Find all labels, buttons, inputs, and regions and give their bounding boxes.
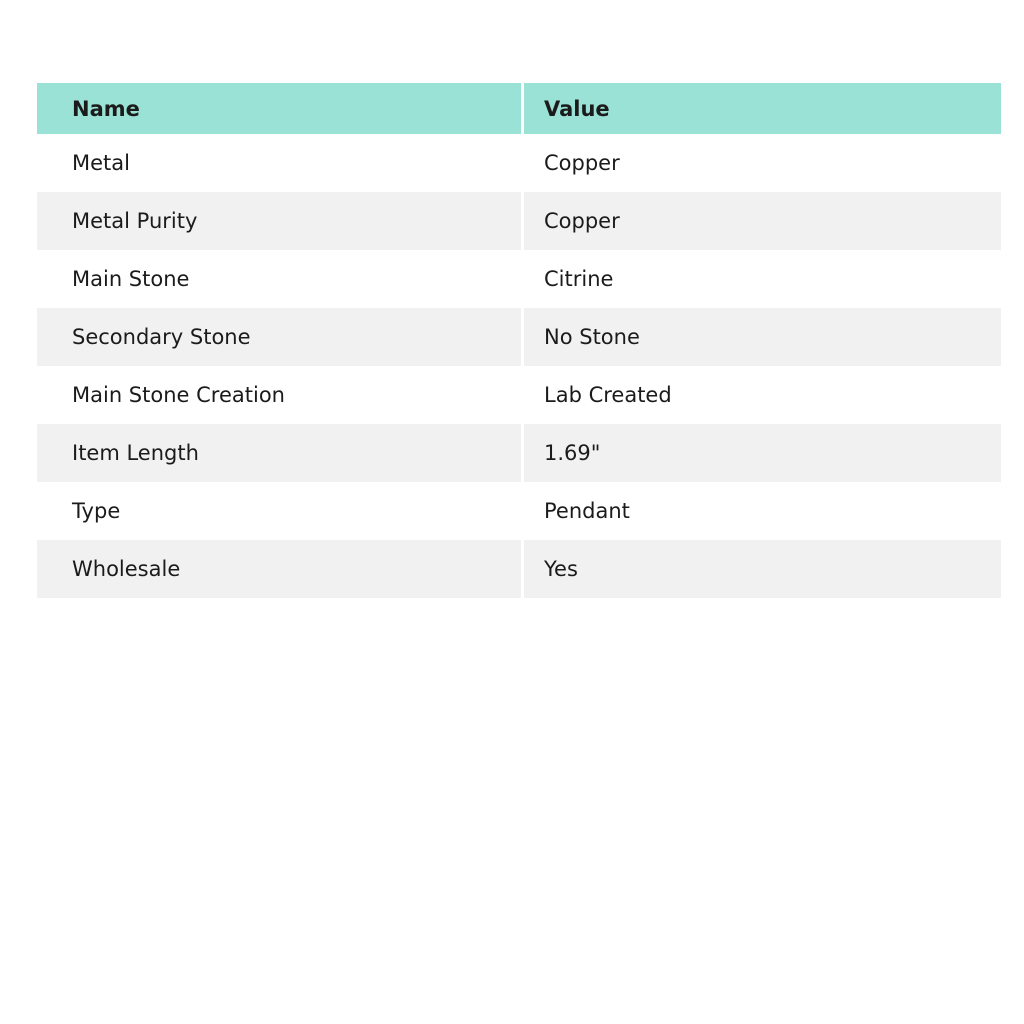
- product-attributes-table: [37, 83, 1001, 598]
- attribute-value-cell: Yes: [524, 540, 1001, 598]
- attribute-name-cell: Type: [37, 482, 521, 540]
- attribute-value-cell: Copper: [524, 192, 1001, 250]
- table-row: [37, 250, 1001, 308]
- table-row: [37, 192, 1001, 250]
- table-row: [37, 134, 1001, 192]
- column-header-value: Value: [524, 83, 1001, 134]
- attribute-value-cell: 1.69": [524, 424, 1001, 482]
- attribute-name-cell: Metal: [37, 134, 521, 192]
- table-row: [37, 482, 1001, 540]
- table-row: [37, 366, 1001, 424]
- attribute-value-cell: Citrine: [524, 250, 1001, 308]
- attribute-value-cell: No Stone: [524, 308, 1001, 366]
- attribute-name-cell: Main Stone Creation: [37, 366, 521, 424]
- attribute-name-cell: Main Stone: [37, 250, 521, 308]
- table-row: [37, 308, 1001, 366]
- column-header-name: Name: [37, 83, 521, 134]
- table-row: [37, 424, 1001, 482]
- attribute-name-cell: Metal Purity: [37, 192, 521, 250]
- attribute-name-cell: Secondary Stone: [37, 308, 521, 366]
- attribute-value-cell: Lab Created: [524, 366, 1001, 424]
- attribute-name-cell: Wholesale: [37, 540, 521, 598]
- table-row: [37, 540, 1001, 598]
- attribute-value-cell: Pendant: [524, 482, 1001, 540]
- attribute-value-cell: Copper: [524, 134, 1001, 192]
- table-header-row: [37, 83, 1001, 134]
- attribute-name-cell: Item Length: [37, 424, 521, 482]
